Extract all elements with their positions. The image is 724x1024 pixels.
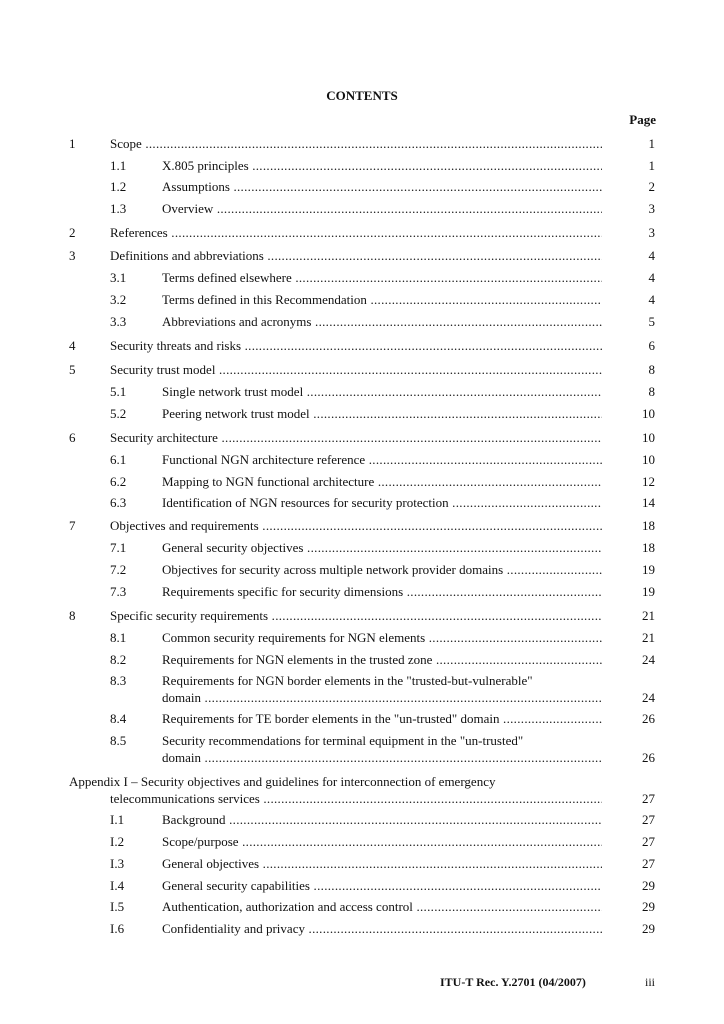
toc-entry-number: I.3: [110, 856, 125, 871]
toc-entry-page: 24: [642, 690, 655, 705]
toc-entry-title: Mapping to NGN functional architecture .....: [162, 473, 602, 490]
toc-entry-title: Overview .....: [162, 200, 602, 217]
toc-entry-page: 12: [642, 474, 655, 489]
toc-entry-page: 4: [648, 248, 655, 263]
toc-entry-title: domain .....: [162, 689, 602, 706]
toc-entry-page: 29: [642, 878, 655, 893]
toc-entry-title: Identification of NGN resources for security protection .....: [162, 494, 602, 511]
toc-entry-7[interactable]: [0, 517, 724, 534]
toc-entry-title: Functional NGN architecture reference .....: [162, 451, 602, 468]
toc-entry-page: 26: [642, 711, 655, 726]
toc-entry-title: Requirements for NGN elements in the trusted zone .....: [162, 651, 602, 668]
toc-entry-number: 8.2: [110, 652, 127, 667]
toc-entry-title: Objectives for security across multiple network provider domains .....: [162, 561, 602, 578]
toc-entry-title-line1: Security recommendations for terminal equipment in the "un-trusted": [162, 733, 524, 748]
toc-entry-number: 7: [69, 518, 76, 533]
toc-entry-page: 6: [648, 338, 655, 353]
toc-entry-4[interactable]: [0, 337, 724, 354]
toc-entry-title: Requirements for TE border elements in the "un-trusted" domain .....: [162, 710, 602, 727]
toc-entry-page: 24: [642, 652, 655, 667]
toc-entry-number: 6.2: [110, 474, 127, 489]
toc-entry-page: 18: [642, 518, 655, 533]
toc-entry-number: 6.3: [110, 495, 127, 510]
toc-entry-number: 4: [69, 338, 76, 353]
toc-entry-number: 6.1: [110, 452, 127, 467]
toc-entry-i-5[interactable]: [0, 898, 724, 915]
toc-entry-i-1[interactable]: [0, 811, 724, 828]
toc-entry-title: Authentication, authorization and access control .....: [162, 898, 602, 915]
toc-entry-8-4[interactable]: [0, 710, 724, 727]
toc-entry-6-3[interactable]: [0, 494, 724, 511]
toc-entry-title: Security trust model .....: [110, 361, 602, 378]
toc-entry-number: 5.1: [110, 384, 127, 399]
toc-entry-number: 8.4: [110, 711, 127, 726]
toc-entry-i-4[interactable]: [0, 877, 724, 894]
toc-entry-number: 7.1: [110, 540, 127, 555]
toc-entry-page: 10: [642, 406, 655, 421]
toc-entry-number: 8.3: [110, 673, 127, 688]
toc-entry-number: 5.2: [110, 406, 127, 421]
toc-entry-page: 3: [648, 225, 655, 240]
toc-entry-3-2[interactable]: [0, 291, 724, 308]
toc-entry-page: 1: [648, 136, 655, 151]
toc-entry-1-1[interactable]: [0, 157, 724, 174]
toc-entry-title: General objectives .....: [162, 855, 602, 872]
toc-entry-page: 21: [642, 630, 655, 645]
toc-entry-8-5-line1[interactable]: [0, 732, 724, 749]
toc-entry-page: 1: [648, 158, 655, 173]
toc-entry-number: 1.3: [110, 201, 127, 216]
toc-entry-number: 3.2: [110, 292, 127, 307]
footer-recommendation: ITU-T Rec. Y.2701 (04/2007): [440, 975, 586, 989]
toc-entry-page: 19: [642, 584, 655, 599]
toc-entry-page: 8: [648, 362, 655, 377]
toc-entry-title: Specific security requirements .....: [110, 607, 602, 624]
toc-entry-title: Abbreviations and acronyms .....: [162, 313, 602, 330]
toc-entry-title: Single network trust model .....: [162, 383, 602, 400]
toc-entry-number: 1.1: [110, 158, 127, 173]
toc-entry-page: 19: [642, 562, 655, 577]
toc-entry-title: domain .....: [162, 749, 602, 766]
toc-entry-number: 8.1: [110, 630, 127, 645]
toc-entry-page: 8: [648, 384, 655, 399]
toc-entry-5-1[interactable]: [0, 383, 724, 400]
toc-entry-5[interactable]: [0, 361, 724, 378]
toc-entry-title-line1: Requirements for NGN border elements in the "trusted-but-vulnerable": [162, 673, 533, 688]
toc-entry-title: Terms defined in this Recommendation .....: [162, 291, 602, 308]
toc-entry-title: X.805 principles .....: [162, 157, 602, 174]
toc-entry-number: I.6: [110, 921, 125, 936]
toc-entry-page: 5: [648, 314, 655, 329]
toc-entry-3-1[interactable]: [0, 269, 724, 286]
toc-entry-8-3-line1[interactable]: [0, 672, 724, 689]
toc-entry-number: 6: [69, 430, 76, 445]
toc-entry-page: 10: [642, 452, 655, 467]
toc-entry-page: 27: [642, 812, 655, 827]
toc-entry-5-2[interactable]: [0, 405, 724, 422]
toc-entry-number: 2: [69, 225, 76, 240]
toc-entry-title: Security threats and risks .....: [110, 337, 602, 354]
toc-entry-7-3[interactable]: [0, 583, 724, 600]
toc-entry-i-2[interactable]: [0, 833, 724, 850]
toc-entry-page: 14: [642, 495, 655, 510]
toc-entry-page: 27: [642, 834, 655, 849]
toc-entry-title: Confidentiality and privacy .....: [162, 920, 602, 937]
toc-entry-6-1[interactable]: [0, 451, 724, 468]
toc-entry-page: 29: [642, 921, 655, 936]
toc-appendix-1-line1[interactable]: [0, 773, 724, 790]
toc-entry-1-3[interactable]: [0, 200, 724, 217]
toc-entry-6[interactable]: [0, 429, 724, 446]
toc-entry-title: Objectives and requirements .....: [110, 517, 602, 534]
toc-appendix-1[interactable]: [0, 790, 724, 807]
toc-entry-title: Security architecture .....: [110, 429, 602, 446]
toc-entry-number: 7.3: [110, 584, 127, 599]
toc-entry-title: Requirements specific for security dimensions .....: [162, 583, 602, 600]
toc-entry-title: General security capabilities .....: [162, 877, 602, 894]
toc-entry-3[interactable]: [0, 247, 724, 264]
toc-entry-3-3[interactable]: [0, 313, 724, 330]
toc-entry-number: 3.1: [110, 270, 127, 285]
toc-entry-8[interactable]: [0, 607, 724, 624]
toc-entry-number: 1: [69, 136, 76, 151]
toc-entry-number: I.4: [110, 878, 125, 893]
toc-entry-1-2[interactable]: [0, 178, 724, 195]
toc-entry-6-2[interactable]: [0, 473, 724, 490]
toc-entry-number: 8: [69, 608, 76, 623]
toc-entry-page: 18: [642, 540, 655, 555]
toc-entry-8-1[interactable]: [0, 629, 724, 646]
toc-entry-title: Scope/purpose .....: [162, 833, 602, 850]
toc-entry-title: Background .....: [162, 811, 602, 828]
toc-entry-2[interactable]: [0, 224, 724, 241]
toc-entry-i-6[interactable]: [0, 920, 724, 937]
toc-entry-title: References .....: [110, 224, 602, 241]
toc-entry-page: 26: [642, 750, 655, 765]
toc-entry-page: 27: [642, 856, 655, 871]
toc-entry-8-2[interactable]: [0, 651, 724, 668]
toc-entry-page: 21: [642, 608, 655, 623]
toc-entry-number: I.2: [110, 834, 125, 849]
toc-entry-number: 3: [69, 248, 76, 263]
toc-entry-number: 5: [69, 362, 76, 377]
toc-entry-number: I.1: [110, 812, 125, 827]
toc-entry-number: I.5: [110, 899, 125, 914]
toc-entry-8-3[interactable]: [0, 689, 724, 706]
toc-entry-page: 27: [642, 791, 655, 806]
contents-title: CONTENTS: [326, 88, 398, 103]
page-column-header: Page: [629, 112, 656, 127]
toc-entry-number: 7.2: [110, 562, 127, 577]
toc-entry-page: 29: [642, 899, 655, 914]
toc-entry-title: General security objectives .....: [162, 539, 602, 556]
toc-entry-8-5[interactable]: [0, 749, 724, 766]
toc-entry-page: 4: [648, 270, 655, 285]
toc-entry-page: 2: [648, 179, 655, 194]
toc-entry-page: 3: [648, 201, 655, 216]
toc-entry-7-2[interactable]: [0, 561, 724, 578]
toc-entry-i-3[interactable]: [0, 855, 724, 872]
toc-entry-title: Definitions and abbreviations .....: [110, 247, 602, 264]
toc-entry-page: 10: [642, 430, 655, 445]
toc-entry-number: 3.3: [110, 314, 127, 329]
toc-entry-number: 8.5: [110, 733, 127, 748]
toc-entry-title: Common security requirements for NGN elements .....: [162, 629, 602, 646]
toc-entry-1[interactable]: [0, 135, 724, 152]
toc-entry-page: 4: [648, 292, 655, 307]
toc-entry-7-1[interactable]: [0, 539, 724, 556]
toc-entry-title-line1: Appendix I – Security objectives and guidelines for interconnection of emergency: [69, 774, 496, 789]
footer-page-number: iii: [644, 975, 655, 989]
toc-entry-title: Peering network trust model .....: [162, 405, 602, 422]
toc-entry-title: Terms defined elsewhere .....: [162, 269, 602, 286]
toc-entry-title: Scope .....: [110, 135, 602, 152]
toc-entry-number: 1.2: [110, 179, 127, 194]
toc-entry-title: Assumptions .....: [162, 178, 602, 195]
toc-entry-title: telecommunications services .....: [110, 790, 602, 807]
